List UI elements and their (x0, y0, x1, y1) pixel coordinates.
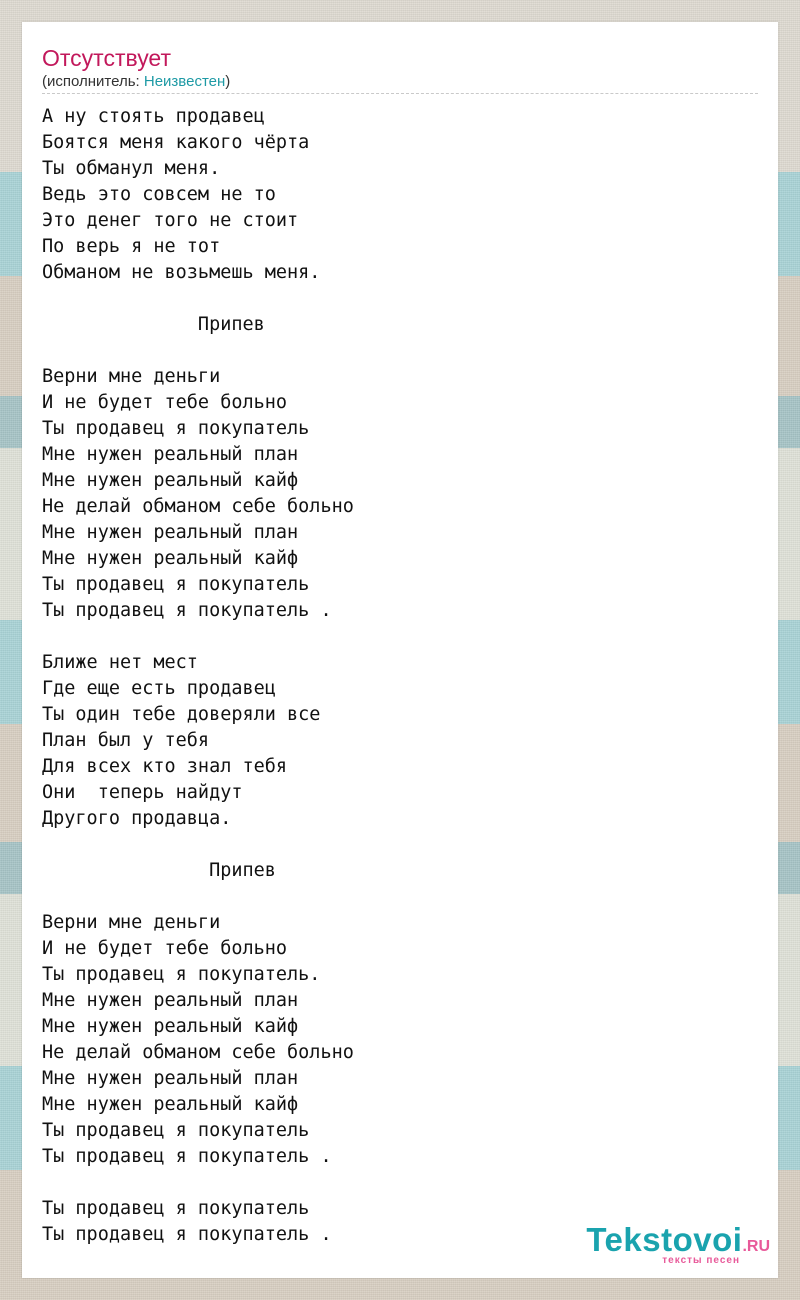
artist-link[interactable]: Неизвестен (143, 73, 226, 90)
logo-domain-suffix: .RU (742, 1238, 770, 1255)
logo-main-text: Tekstovoi (586, 1221, 743, 1258)
lyrics-card (22, 22, 778, 1278)
artist-line (42, 72, 230, 92)
artist-suffix: ) (225, 73, 231, 90)
song-title: Отсутствует (42, 45, 171, 71)
artist-prefix: (исполнитель: (42, 73, 144, 90)
site-logo[interactable] (586, 1223, 770, 1266)
lyrics-text: А ну стоять продавец Боятся меня какого чёрта Ты обманул меня. Ведь это совсем не то Это денег того не стоит По верь я не тот Обманом не возьмешь меня. Припев Верни мне деньги И не будет тебе больно Ты продавец я покупатель Мне нужен реальный план Мне нужен реальный кайф Не делай обманом себе больно Мне нужен реальный план Мне нужен реальный кайф Ты продавец я покупатель Ты продавец я покупатель . Ближе нет мест Где еще есть продавец Ты один тебе доверяли все План был у тебя Для всех кто знал тебя Они теперь найдут Другого продавца. Припев Верни мне деньги И не будет тебе больно Ты продавец я покупатель. Мне нужен реальный план Мне нужен реальный кайф Не делай обманом себе больно Мне нужен реальный план Мне нужен реальный кайф Ты продавец я покупатель Ты продавец я покупатель . Ты продавец я покупатель Ты продавец я покупатель . (42, 106, 354, 1245)
logo-tagline: тексты песен (662, 1255, 740, 1266)
logo-wordmark (586, 1223, 770, 1257)
title-divider (42, 93, 758, 94)
